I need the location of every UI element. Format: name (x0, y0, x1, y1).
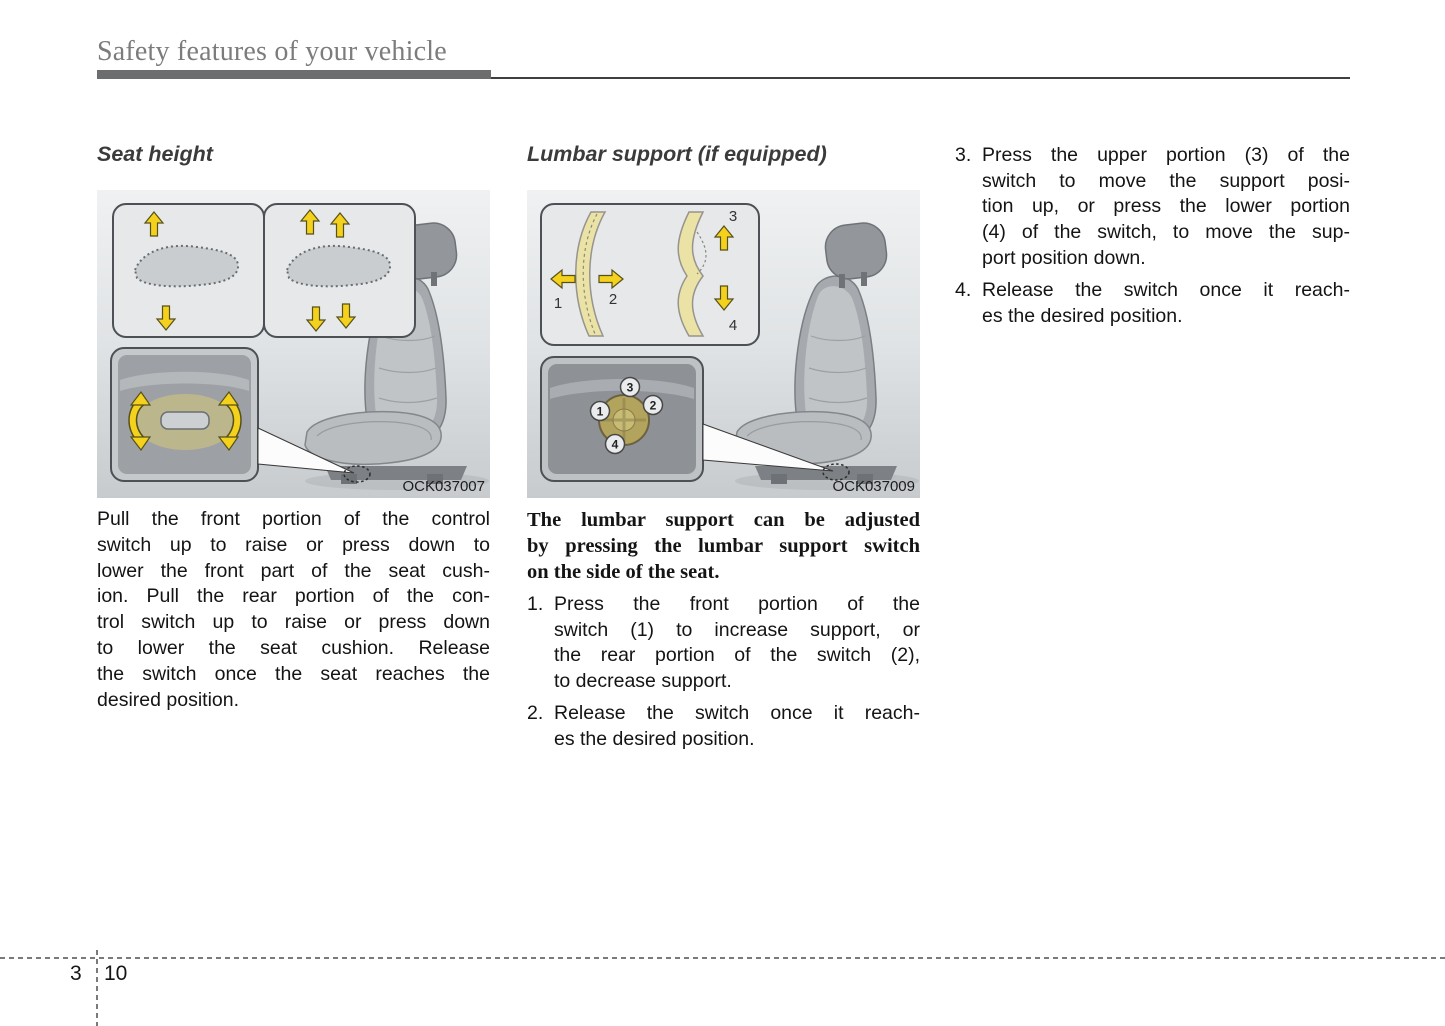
headrest (823, 221, 889, 282)
text-line: on the side of the seat. (527, 561, 720, 583)
badge-4 (606, 435, 625, 454)
height-switch-inset-panel (111, 348, 258, 481)
badge-3 (621, 378, 640, 397)
text-line: the switch once the seat reaches the (97, 662, 490, 685)
text-line: The lumbar support can be adjusted (527, 509, 920, 531)
page-number: 10 (104, 962, 128, 985)
list-number: 2. (527, 702, 544, 724)
page-title: Safety features of your vehicle (97, 36, 447, 67)
text-line: to lower the seat cushion. Release (97, 636, 490, 659)
lumbar-figure (527, 190, 920, 498)
text-line: Press the upper portion (3) of the (982, 144, 1350, 166)
badge-1 (591, 402, 610, 421)
lumbar-step-4 (955, 278, 1350, 329)
cushion-full-inset-panel (264, 204, 415, 337)
text-line: ion. Pull the rear portion of the con- (97, 585, 490, 608)
figure-code: OCK037009 (832, 478, 915, 495)
text-line: lower the front part of the seat cush- (97, 559, 490, 582)
label-1: 1 (553, 295, 563, 312)
text-line: (4) of the switch, to move the sup- (982, 221, 1350, 244)
text-line: to decrease support. (554, 670, 732, 693)
chapter-number: 3 (70, 962, 82, 985)
seat-height-figure-svg (97, 190, 490, 498)
label-2: 2 (608, 291, 618, 308)
height-switch (161, 412, 209, 429)
text-line: desired position. (97, 688, 240, 711)
svg-text:4: 4 (611, 437, 619, 452)
lumbar-heading: Lumbar support (if equipped) (527, 142, 827, 166)
footer-vertical-dashed-rule (96, 950, 98, 1026)
lumbar-figure-svg (527, 190, 920, 498)
text-line: trol switch up to raise or press down (97, 611, 490, 634)
label-4: 4 (728, 317, 738, 334)
lumbar-step-3 (955, 143, 1350, 272)
text-line: es the desired position. (982, 304, 1183, 327)
footer-dashed-rule (0, 957, 1445, 959)
lumbar-step-2 (527, 701, 920, 752)
svg-text:2: 2 (649, 398, 657, 413)
text-line: Pull the front portion of the control (97, 508, 490, 530)
svg-text:1: 1 (596, 404, 604, 419)
figure-code: OCK037007 (402, 478, 485, 495)
text-line: by pressing the lumbar support switch (527, 535, 920, 557)
text-line: es the desired position. (554, 727, 755, 750)
text-line: Release the switch once it reach- (554, 702, 920, 724)
lumbar-switch-inset-panel (541, 357, 703, 481)
text-line: the rear portion of the switch (2), (554, 644, 920, 667)
svg-text:3: 3 (626, 380, 634, 395)
list-number: 4. (955, 279, 972, 301)
lumbar-profile-inset-panel (541, 204, 759, 345)
lumbar-step-1 (527, 592, 920, 695)
seat-height-paragraph (97, 507, 490, 713)
text-line: Press the front portion of the (554, 593, 920, 615)
seat-height-figure (97, 190, 490, 498)
text-line: switch to move the support posi- (982, 169, 1350, 192)
cushion-front-inset-panel (113, 204, 264, 337)
lumbar-intro (527, 507, 920, 585)
list-number: 1. (527, 593, 544, 615)
text-line: port position down. (982, 246, 1146, 269)
text-line: switch up to raise or press down to (97, 533, 490, 556)
text-line: tion up, or press the lower portion (982, 195, 1350, 218)
header-rule-thick (97, 70, 491, 79)
seat-height-heading: Seat height (97, 142, 213, 166)
badge-2 (644, 396, 663, 415)
text-line: Release the switch once it reach- (982, 279, 1350, 301)
label-3: 3 (728, 208, 738, 225)
text-line: switch (1) to increase support, or (554, 618, 920, 641)
list-number: 3. (955, 144, 972, 166)
